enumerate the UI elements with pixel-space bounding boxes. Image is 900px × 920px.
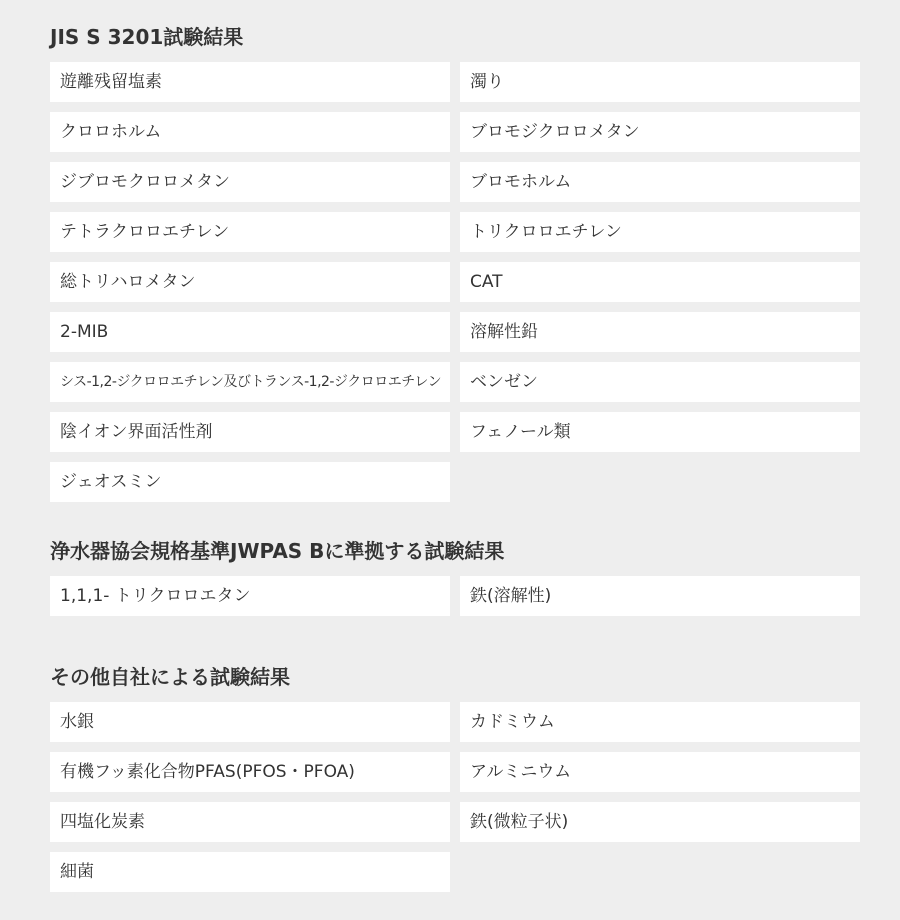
test-item: 陰イオン界面活性剤 [50, 412, 450, 452]
section-jis [50, 24, 860, 502]
test-item-grid [50, 576, 860, 616]
test-item: 遊離残留塩素 [50, 62, 450, 102]
test-item: 鉄(溶解性) [460, 576, 860, 616]
test-item: 総トリハロメタン [50, 262, 450, 302]
test-item: カドミウム [460, 702, 860, 742]
section-title: その他自社による試験結果 [50, 665, 290, 689]
test-item: アルミニウム [460, 752, 860, 792]
test-item: ブロモジクロロメタン [460, 112, 860, 152]
test-item: ジブロモクロロメタン [50, 162, 450, 202]
section-title: 浄水器協会規格基準JWPAS Bに準拠する試験結果 [50, 539, 505, 563]
section-jwpas [50, 538, 860, 616]
test-item: 細菌 [50, 852, 450, 892]
test-item: クロロホルム [50, 112, 450, 152]
test-item: シス-1,2-ジクロロエチレン及びトランス-1,2-ジクロロエチレン [50, 362, 450, 402]
test-item: フェノール類 [460, 412, 860, 452]
test-item: ベンゼン [460, 362, 860, 402]
test-item: ブロモホルム [460, 162, 860, 202]
test-item: 溶解性鉛 [460, 312, 860, 352]
test-item: テトラクロロエチレン [50, 212, 450, 252]
test-item: 濁り [460, 62, 860, 102]
test-item: 四塩化炭素 [50, 802, 450, 842]
test-item: CAT [460, 262, 860, 302]
section-title: JIS S 3201試験結果 [50, 25, 244, 49]
test-item: トリクロロエチレン [460, 212, 860, 252]
test-item-grid [50, 702, 860, 892]
test-item: 1,1,1- トリクロロエタン [50, 576, 450, 616]
section-in-house [50, 664, 860, 892]
test-item-grid [50, 62, 860, 502]
test-item: 水銀 [50, 702, 450, 742]
test-item: 有機フッ素化合物PFAS(PFOS・PFOA) [50, 752, 450, 792]
test-item: 2-MIB [50, 312, 450, 352]
test-item: ジェオスミン [50, 462, 450, 502]
test-item: 鉄(微粒子状) [460, 802, 860, 842]
